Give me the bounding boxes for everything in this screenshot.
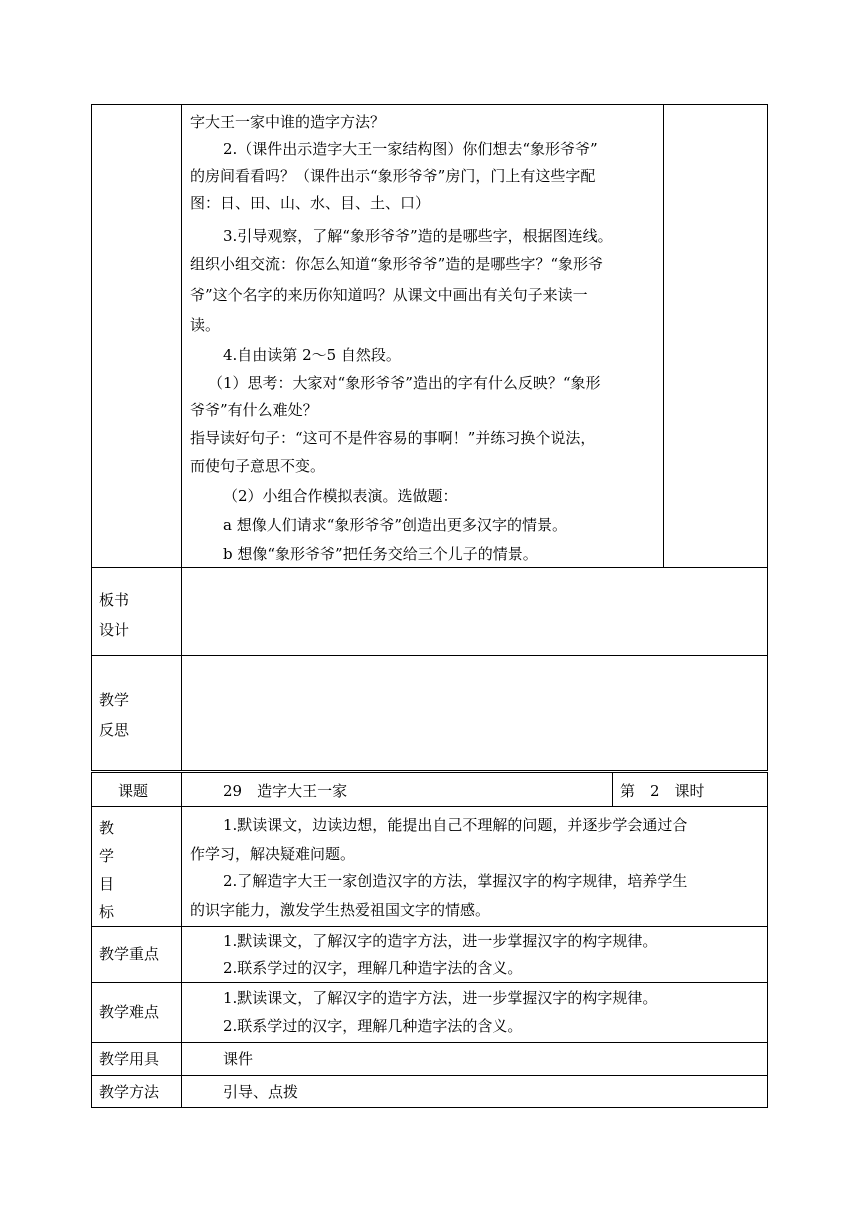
process-line: 3.引导观察，了解“象形爷爷”造的是哪些字，根据图连线。: [223, 227, 613, 245]
process-line: 爷爷”有什么难处？: [190, 401, 318, 419]
table-divider: [612, 772, 613, 806]
process-line: 指导读好句子：“这可不是件容易的事啊！”并练习换个说法，: [190, 429, 596, 447]
key-point-line: 1.默读课文，了解汉字的造字方法，进一步掌握汉字的构字规律。: [223, 932, 658, 950]
process-line: （2）小组合作模拟表演。选做题：: [223, 487, 458, 505]
process-line: （1）思考：大家对“象形爷爷”造出的字有什么反映？“象形: [208, 374, 601, 392]
process-line: 爷”这个名字的来历你知道吗？从课文中画出有关句子来读一: [190, 286, 588, 304]
table-divider: [91, 806, 768, 807]
goals-label: 目: [99, 875, 115, 893]
difficulties-label: 教学难点: [99, 1003, 160, 1021]
table-divider: [91, 655, 768, 656]
lesson-period: 第 2 课时: [620, 782, 705, 800]
process-line: 组织小组交流：你怎么知道“象形爷爷”造的是哪些字？“象形爷: [190, 255, 604, 273]
goal-line: 的识字能力，激发学生热爱祖国文字的情感。: [190, 901, 491, 919]
board-design-label: 板书: [99, 591, 130, 609]
process-line: 的房间看看吗？（课件出示“象形爷爷”房门，门上有这些字配: [190, 167, 596, 185]
goal-line: 作学习，解决疑难问题。: [190, 845, 356, 863]
table-divider: [181, 104, 182, 771]
table-divider: [91, 926, 768, 927]
table-divider: [91, 1042, 768, 1043]
difficulty-line: 2.联系学过的汉字，理解几种造字法的含义。: [223, 1017, 523, 1035]
lesson-title-label: 课题: [118, 782, 149, 800]
difficulty-line: 1.默读课文，了解汉字的造字方法，进一步掌握汉字的构字规律。: [223, 989, 658, 1007]
process-line: a 想像人们请求“象形爷爷”创造出更多汉字的情景。: [223, 516, 568, 534]
goals-label: 学: [99, 847, 115, 865]
methods-label: 教学方法: [99, 1083, 160, 1101]
goal-line: 2.了解造字大王一家创造汉字的方法，掌握汉字的构字规律，培养学生: [223, 872, 688, 890]
process-line: 而使句子意思不变。: [190, 457, 326, 475]
goals-label: 标: [99, 903, 115, 921]
process-line: 4.自由读第 2～5 自然段。: [223, 346, 401, 364]
tools-value: 课件: [223, 1050, 254, 1068]
reflection-label: 反思: [99, 721, 130, 739]
lesson-title: 29 造字大王一家: [223, 782, 348, 800]
key-points-label: 教学重点: [99, 945, 160, 963]
tools-label: 教学用具: [99, 1050, 160, 1068]
process-line: 字大王一家中谁的造字方法？: [190, 113, 386, 131]
process-line: b 想像“象形爷爷”把任务交给三个儿子的情景。: [223, 545, 538, 563]
goals-label: 教: [99, 819, 115, 837]
key-point-line: 2.联系学过的汉字，理解几种造字法的含义。: [223, 959, 523, 977]
board-design-label: 设计: [99, 621, 130, 639]
methods-value: 引导、点拨: [223, 1083, 299, 1101]
table-divider: [181, 772, 182, 1108]
table-divider: [91, 1075, 768, 1076]
table-divider: [663, 104, 664, 568]
goal-line: 1.默读课文，边读边想，能提出自己不理解的问题，并逐步学会通过合: [223, 816, 688, 834]
reflection-label: 教学: [99, 691, 130, 709]
table-divider: [91, 982, 768, 983]
process-line: 2.（课件出示造字大王一家结构图）你们想去“象形爷爷”: [223, 140, 598, 158]
process-line: 图：日、田、山、水、目、土、口）: [190, 194, 431, 212]
process-line: 读。: [190, 316, 221, 334]
